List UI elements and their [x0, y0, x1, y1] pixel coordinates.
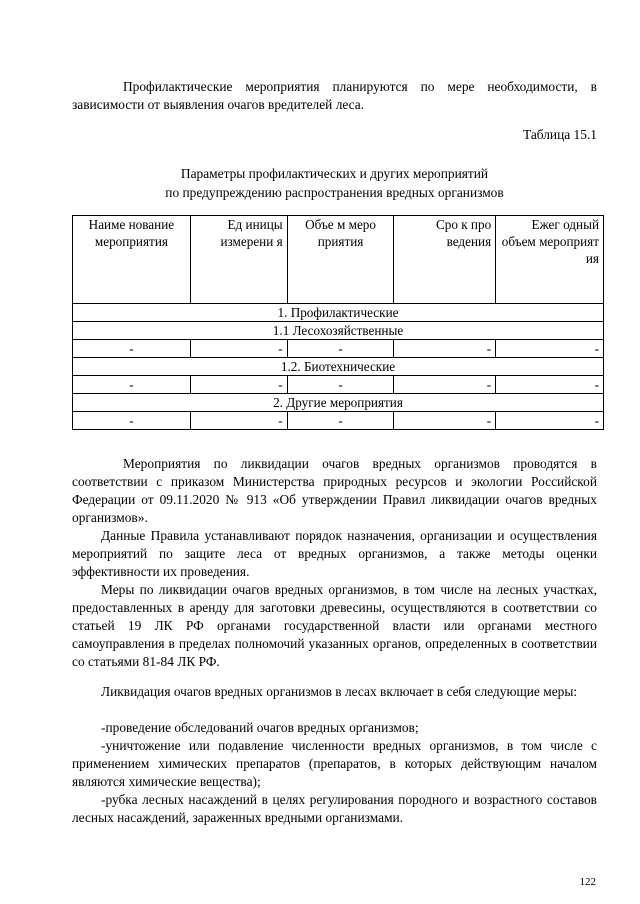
table-caption-line1: Параметры профилактических и других мероприятий	[180, 166, 489, 181]
table-header-row	[73, 216, 604, 304]
paragraph-liquidation: Ликвидация очагов вредных организмов в лесах включает в себя следующие меры:	[101, 684, 578, 699]
table-cell: -	[73, 340, 191, 358]
list-item-felling: -рубка лесных насаждений в целях регулирования породного и возрастного составов лесных насаждений, зараженных вредными организмами.	[72, 792, 597, 825]
table-number: Таблица 15.1	[522, 127, 597, 142]
section-row	[73, 358, 604, 376]
table-cell: -	[190, 340, 287, 358]
list-item-suppression: -уничтожение или подавление численности вредных организмов, в том числе с применением химических препаратов (препаратов, в которых действующим началом являются химические вещества);	[72, 738, 597, 789]
header-term: Сро к про ведения	[394, 216, 496, 304]
section-title: 2. Другие мероприятия	[73, 394, 604, 412]
table-cell: -	[190, 376, 287, 394]
section-title: 1.2. Биотехнические	[73, 358, 604, 376]
table-cell: -	[496, 340, 604, 358]
table-cell: -	[496, 376, 604, 394]
page-number: 122	[579, 876, 596, 888]
section-row	[73, 304, 604, 322]
section-title: 1. Профилактические	[73, 304, 604, 322]
intro-paragraph: Профилактические мероприятия планируются по мере необходимости, в зависимости от выявления очагов вредителей леса.	[72, 79, 597, 112]
header-annual-volume: Ежег одный объем мероприят ия	[496, 216, 604, 304]
section-row	[73, 394, 604, 412]
table-cell: -	[394, 376, 496, 394]
table-cell: -	[496, 412, 604, 430]
header-volume: Объе м меро приятия	[287, 216, 394, 304]
header-unit: Ед иницы измерени я	[190, 216, 287, 304]
table-row	[73, 376, 604, 394]
header-measure-name: Наиме нование мероприятия	[73, 216, 191, 304]
section-title: 1.1 Лесохозяйственные	[73, 322, 604, 340]
list-item-survey: -проведение обследований очагов вредных организмов;	[101, 720, 419, 735]
table-cell: -	[73, 412, 191, 430]
table-cell: -	[394, 412, 496, 430]
paragraph-measures: Меры по ликвидации очагов вредных организмов, в том числе на лесных участках, предоставленных в аренду для заготовки древесины, осуществляются в соответствии со статьей 19 ЛК РФ органами государственной власти или органами местного самоуправления в пределах полномочий указанных органов, определенных в соответствии со статьями 81-84 ЛК РФ.	[72, 582, 597, 669]
table-row	[73, 412, 604, 430]
paragraph-rules: Данные Правила устанавливают порядок назначения, организации и осуществления мероприятий по защите леса от вредных организмов, а также методы оценки эффективности их проведения.	[72, 528, 597, 579]
table-cell: -	[287, 376, 394, 394]
table-row	[73, 340, 604, 358]
table-cell: -	[287, 340, 394, 358]
table-caption-line2: по предупреждению распространения вредных организмов	[165, 185, 504, 200]
section-row	[73, 322, 604, 340]
measures-table	[72, 215, 604, 430]
table-cell: -	[73, 376, 191, 394]
table-cell: -	[190, 412, 287, 430]
table-cell: -	[394, 340, 496, 358]
table-cell: -	[287, 412, 394, 430]
paragraph-regulation: Мероприятия по ликвидации очагов вредных организмов проводятся в соответствии с приказом Министерства природных ресурсов и экологии Российской Федерации от 09.11.2020 № 913 «Об утверждении Правил ликвидации очагов вредных организмов».	[72, 456, 597, 525]
